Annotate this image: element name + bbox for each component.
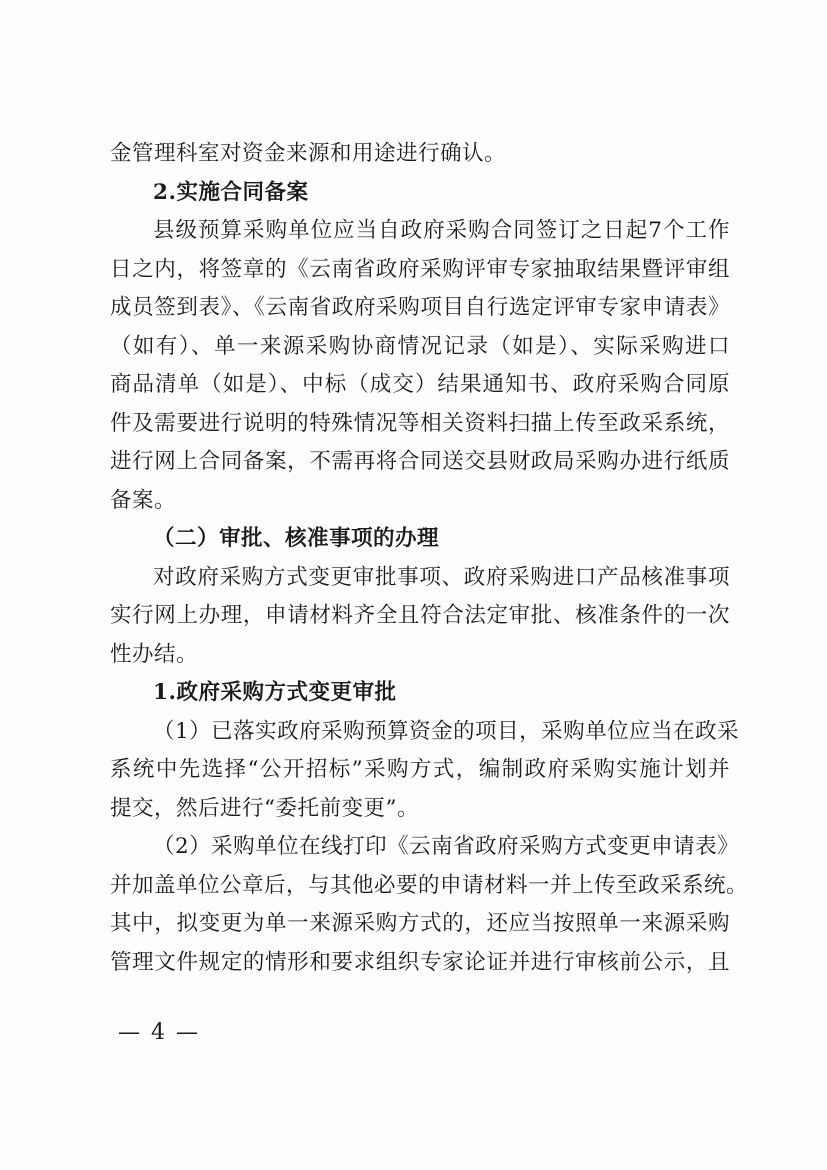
paragraph-line: 管理文件规定的情形和要求组织专家论证并进行审核前公示，且 [110,949,730,975]
paragraph-line: 实行网上办理，申请材料齐全且符合法定审批、核准条件的一次 [110,603,730,628]
paragraph-line: 其中，拟变更为单一来源采购方式的，还应当按照单一来源采购 [110,911,730,936]
paragraph-line: 商品清单（如是）、中标（成交）结果通知书、政府采购合同原 [110,372,730,397]
paragraph-line: 备案。 [110,487,177,513]
paragraph-line: 提交，然后进行“委托前变更”。 [110,795,419,821]
paragraph-line: （2）采购单位在线打印《云南省政府采购方式变更申请表》 [153,834,740,859]
document-body [110,135,749,982]
paragraph-line: （1）已落实政府采购预算资金的项目，采购单位应当在政采 [153,718,740,744]
paragraph-line: 日之内，将签章的《云南省政府采购评审专家抽取结果暨评审组 [110,256,730,282]
paragraph-line: 成员签到表》、《云南省政府采购项目自行选定评审专家申请表》 [110,295,730,320]
paragraph-line: 对政府采购方式变更审批事项、政府采购进口产品核准事项 [153,564,730,590]
paragraph-line: 并加盖单位公章后，与其他必要的申请材料一并上传至政采系统。 [110,872,749,898]
paragraph-line: （如有）、单一来源采购协商情况记录（如是）、实际采购进口 [110,333,730,359]
paragraph-line: 性办结。 [110,641,199,667]
section-heading: 2.实施合同备案 [153,179,309,205]
section-heading: 1.政府采购方式变更审批 [153,680,397,705]
paragraph-line: 金管理科室对资金来源和用途进行确认。 [110,141,507,166]
paragraph-line: 件及需要进行说明的特殊情况等相关资料扫描上传至政采系统， [110,410,730,436]
section-heading: （二）审批、核准事项的办理 [153,526,440,551]
paragraph-line: 系统中先选择“公开招标”采购方式，编制政府采购实施计划并 [110,757,730,782]
paragraph-line: 进行网上合同备案，不需再将合同送交县财政局采购办进行纸质 [110,449,730,474]
paragraph-line: 县级预算采购单位应当自政府采购合同签订之日起7个工作 [153,218,730,243]
page-number: — 4 — [118,1020,200,1045]
